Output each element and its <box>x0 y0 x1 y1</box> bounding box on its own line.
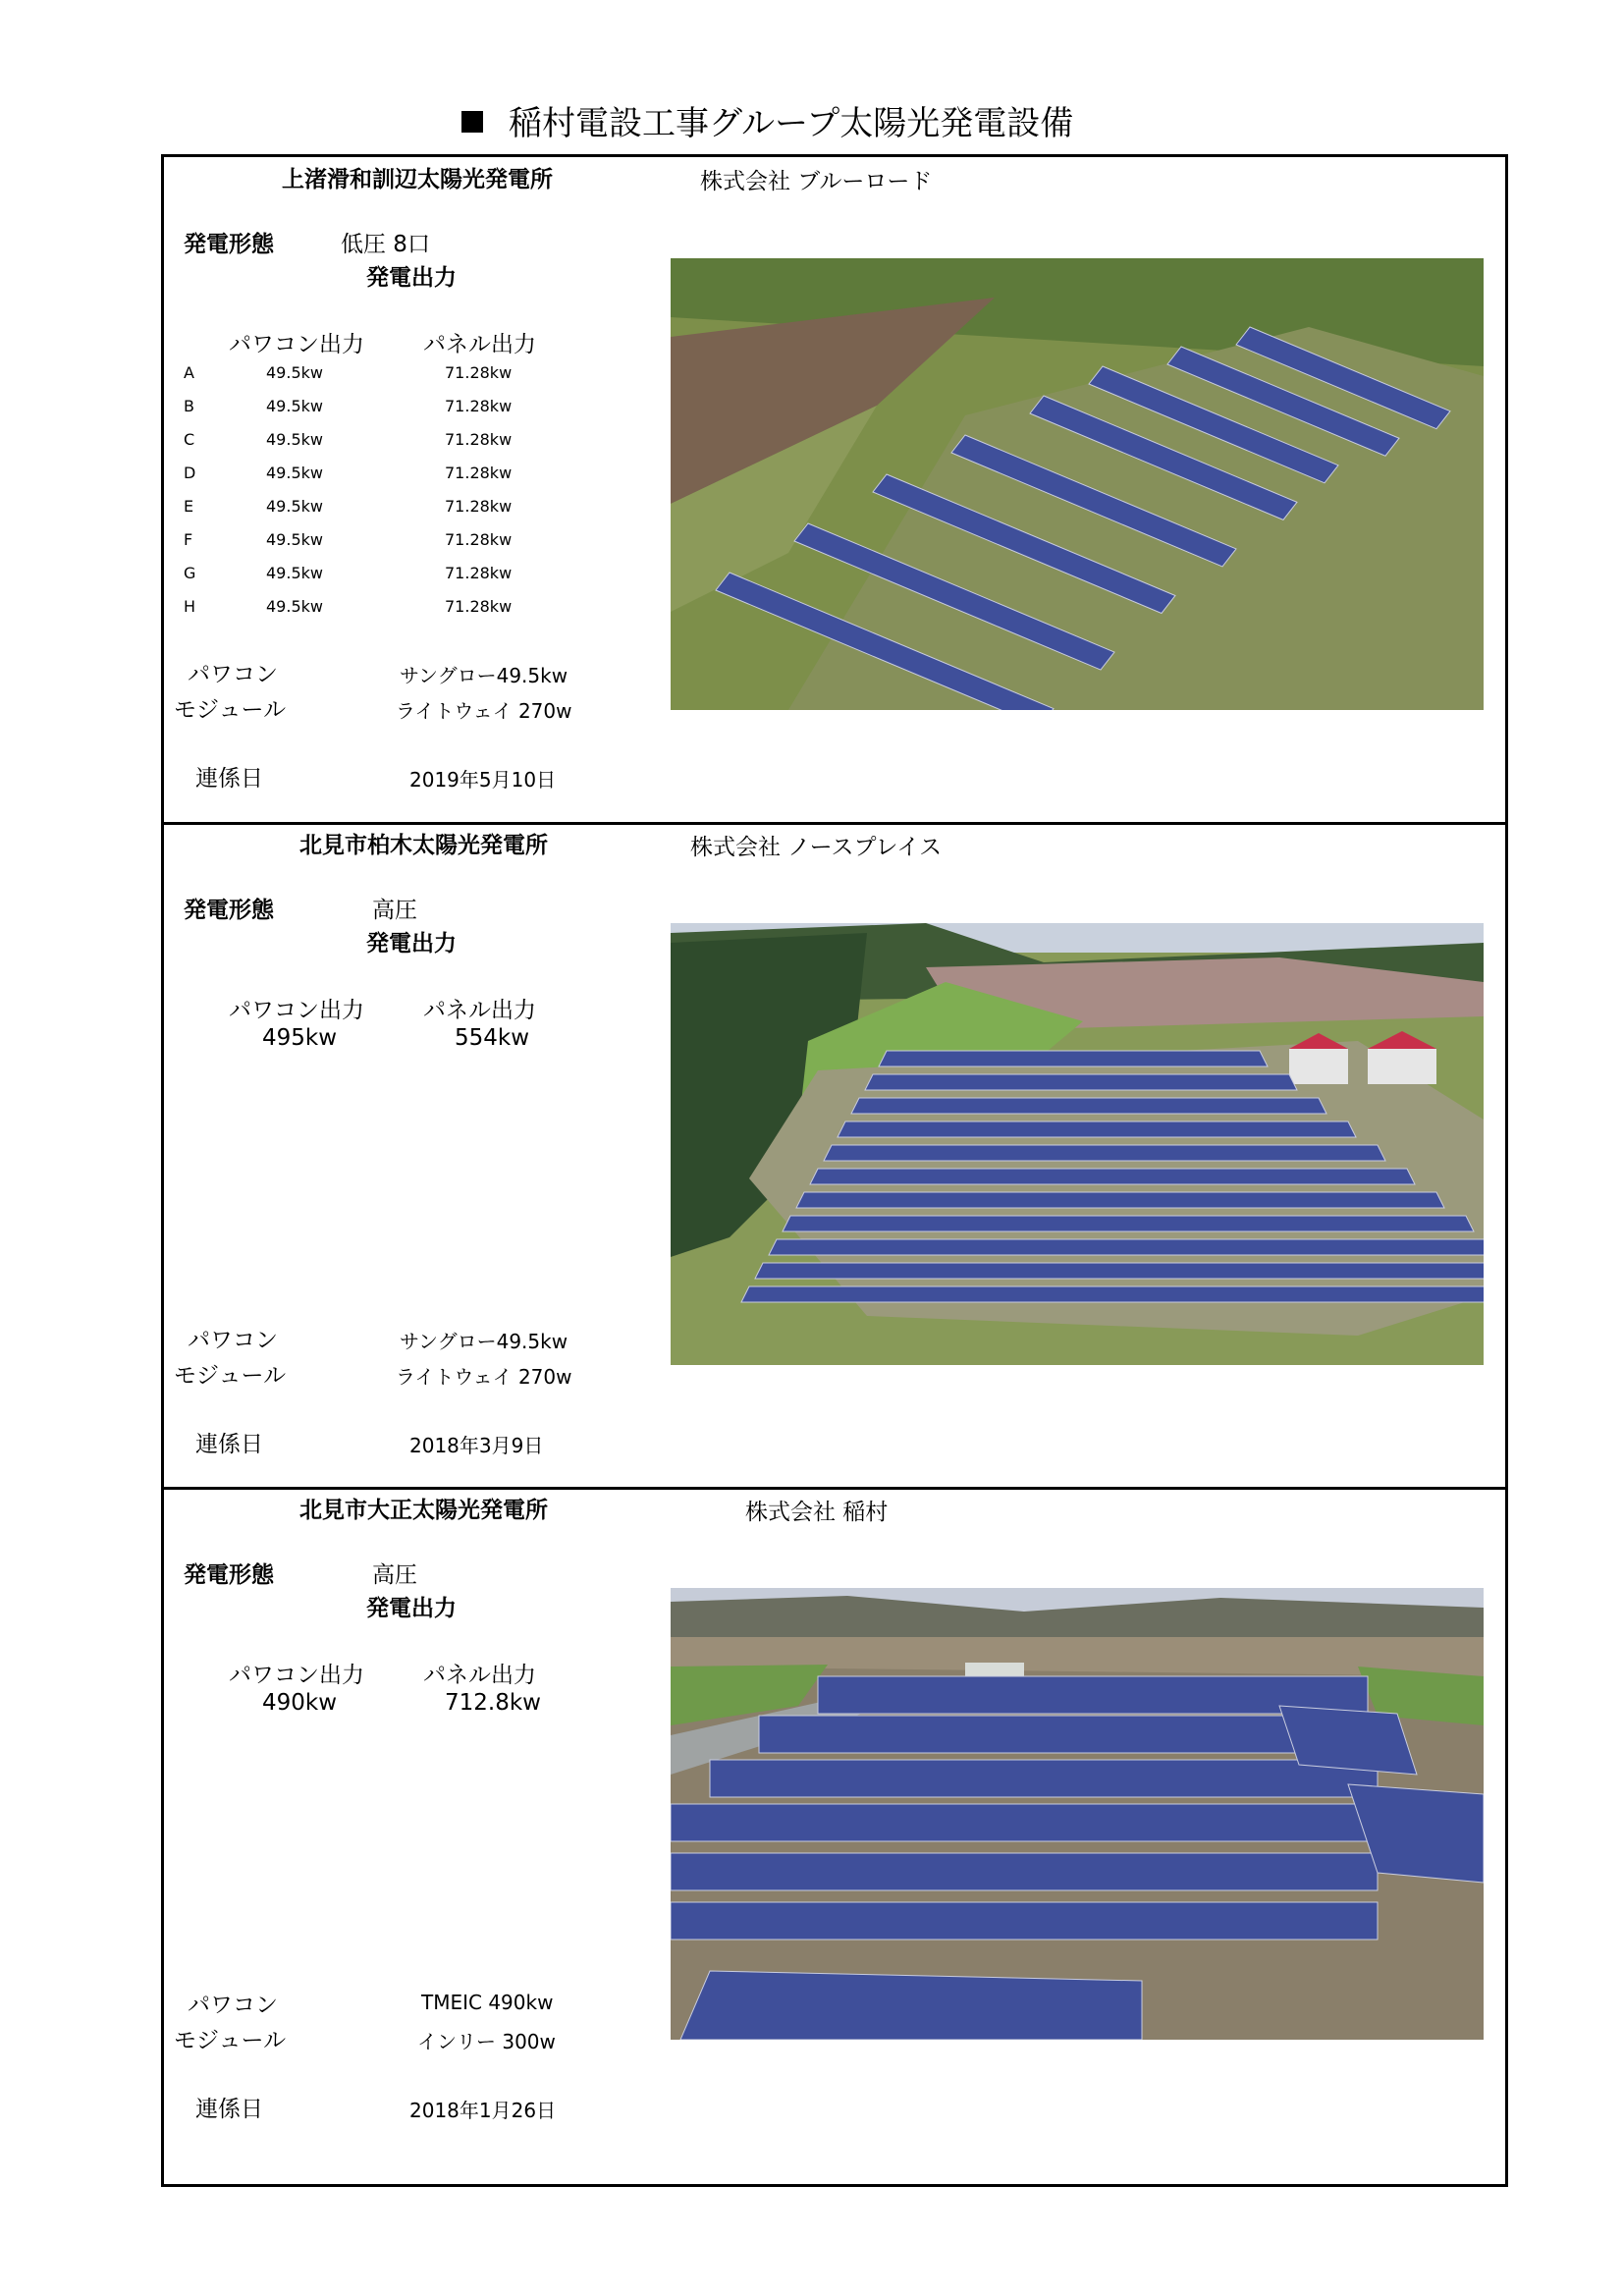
pcs-model: サングロー49.5kw <box>400 664 568 687</box>
company-name: 株式会社 稲村 <box>745 1500 889 1525</box>
plant-name: 北見市大正太陽光発電所 <box>299 1498 548 1523</box>
gen-type-value: 低圧 8口 <box>341 232 430 257</box>
unit-id: G <box>184 564 196 582</box>
solar-panel-row <box>851 1098 1326 1114</box>
unit-id: F <box>184 530 193 549</box>
unit-id: H <box>184 597 196 616</box>
grid-date-label: 連係日 <box>195 2097 263 2122</box>
gen-type-value: 高圧 <box>372 1562 417 1588</box>
unit-row <box>184 530 596 564</box>
unit-pcs-output: 49.5kw <box>266 363 323 382</box>
gen-type-label: 発電形態 <box>184 898 274 923</box>
pcs-output-header: パワコン出力 <box>229 998 364 1023</box>
gen-output-label: 発電出力 <box>366 1596 457 1621</box>
unit-panel-output: 71.28kw <box>445 597 513 616</box>
unit-row <box>184 464 596 497</box>
unit-row <box>184 363 596 397</box>
grid-date-value: 2019年5月10日 <box>409 768 557 792</box>
solar-panel-block <box>680 1971 1142 2040</box>
solar-panel-row <box>810 1169 1415 1184</box>
solar-panel-row <box>755 1263 1484 1279</box>
pcs-output-header: パワコン出力 <box>229 1663 364 1688</box>
pcs-model: TMEIC 490kw <box>421 1991 554 2014</box>
unit-panel-output: 71.28kw <box>445 464 513 482</box>
solar-panel-row <box>796 1192 1444 1208</box>
pcs-output-total: 495kw <box>262 1025 338 1051</box>
gen-type-value: 高圧 <box>372 898 417 923</box>
module-model: インリー 300w <box>417 2030 556 2053</box>
panel-output-header: パネル出力 <box>423 998 536 1023</box>
module-label: モジュール <box>174 1363 287 1389</box>
unit-pcs-output: 49.5kw <box>266 564 323 582</box>
plants-table <box>161 154 1508 2187</box>
grid-date-label: 連係日 <box>195 1432 263 1457</box>
plant-name: 北見市柏木太陽光発電所 <box>299 833 548 858</box>
gen-output-label: 発電出力 <box>366 931 457 957</box>
solar-panel-block <box>1279 1706 1417 1775</box>
unit-row <box>184 597 596 630</box>
unit-panel-output: 71.28kw <box>445 564 513 582</box>
gen-output-label: 発電出力 <box>366 265 457 291</box>
solar-panel-block <box>710 1760 1378 1797</box>
aerial-solar-photo-field <box>671 1588 1484 2040</box>
plant-name: 上渚滑和訓辺太陽光発電所 <box>282 167 553 192</box>
company-name: 株式会社 ノースプレイス <box>690 835 943 860</box>
unit-id: E <box>184 497 194 516</box>
unit-id: B <box>184 397 194 415</box>
unit-id: C <box>184 430 195 449</box>
solar-panel-row <box>838 1121 1356 1137</box>
unit-panel-output: 71.28kw <box>445 497 513 516</box>
grid-date-value: 2018年3月9日 <box>409 1434 544 1457</box>
aerial-solar-photo-forest <box>671 923 1484 1365</box>
solar-panel-row <box>769 1239 1484 1255</box>
module-model: ライトウェイ 270w <box>396 1365 572 1389</box>
unit-row <box>184 497 596 530</box>
gen-type-label: 発電形態 <box>184 1562 274 1588</box>
panel-output-header: パネル出力 <box>423 332 536 357</box>
unit-pcs-output: 49.5kw <box>266 430 323 449</box>
unit-pcs-output: 49.5kw <box>266 530 323 549</box>
panel-output-total: 554kw <box>455 1025 530 1051</box>
gen-type-label: 発電形態 <box>184 232 274 257</box>
black-square-bullet-icon <box>461 111 483 133</box>
company-name: 株式会社 ブルーロード <box>700 169 933 194</box>
unit-id: A <box>184 363 194 382</box>
unit-panel-output: 71.28kw <box>445 363 513 382</box>
pcs-label: パワコン <box>188 662 278 687</box>
module-label: モジュール <box>174 697 287 723</box>
aerial-solar-photo-hillside <box>671 258 1484 710</box>
plant-section-3 <box>164 1487 1505 2184</box>
unit-panel-output: 71.28kw <box>445 397 513 415</box>
document-title-text: 稲村電設工事グループ太陽光発電設備 <box>509 104 1074 143</box>
grid-date-label: 連係日 <box>195 766 263 792</box>
unit-pcs-output: 49.5kw <box>266 464 323 482</box>
unit-panel-output: 71.28kw <box>445 430 513 449</box>
document-title <box>461 96 1073 144</box>
solar-panel-row <box>879 1051 1268 1066</box>
unit-row <box>184 397 596 430</box>
unit-pcs-output: 49.5kw <box>266 597 323 616</box>
solar-panel-block <box>671 1853 1378 1890</box>
solar-panel-row <box>783 1216 1474 1231</box>
pcs-label: パワコン <box>188 1993 278 2018</box>
solar-panel-row <box>741 1286 1484 1302</box>
module-label: モジュール <box>174 2028 287 2053</box>
solar-panel-block <box>671 1804 1378 1841</box>
plant-section-2 <box>164 822 1505 1487</box>
pcs-label: パワコン <box>188 1328 278 1353</box>
pcs-model: サングロー49.5kw <box>400 1330 568 1353</box>
solar-panel-block <box>759 1716 1348 1753</box>
unit-row <box>184 564 596 597</box>
grid-date-value: 2018年1月26日 <box>409 2099 557 2122</box>
unit-pcs-output: 49.5kw <box>266 497 323 516</box>
module-model: ライトウェイ 270w <box>396 699 572 723</box>
solar-panel-row <box>824 1145 1385 1161</box>
pcs-output-total: 490kw <box>262 1690 338 1716</box>
unit-row <box>184 430 596 464</box>
unit-panel-output: 71.28kw <box>445 530 513 549</box>
panel-output-header: パネル出力 <box>423 1663 536 1688</box>
solar-panel-row <box>865 1074 1297 1090</box>
plant-section-1 <box>164 157 1505 822</box>
unit-pcs-output: 49.5kw <box>266 397 323 415</box>
pcs-output-header: パワコン出力 <box>229 332 364 357</box>
solar-panel-block <box>671 1902 1378 1940</box>
panel-output-total: 712.8kw <box>445 1690 541 1716</box>
unit-id: D <box>184 464 196 482</box>
